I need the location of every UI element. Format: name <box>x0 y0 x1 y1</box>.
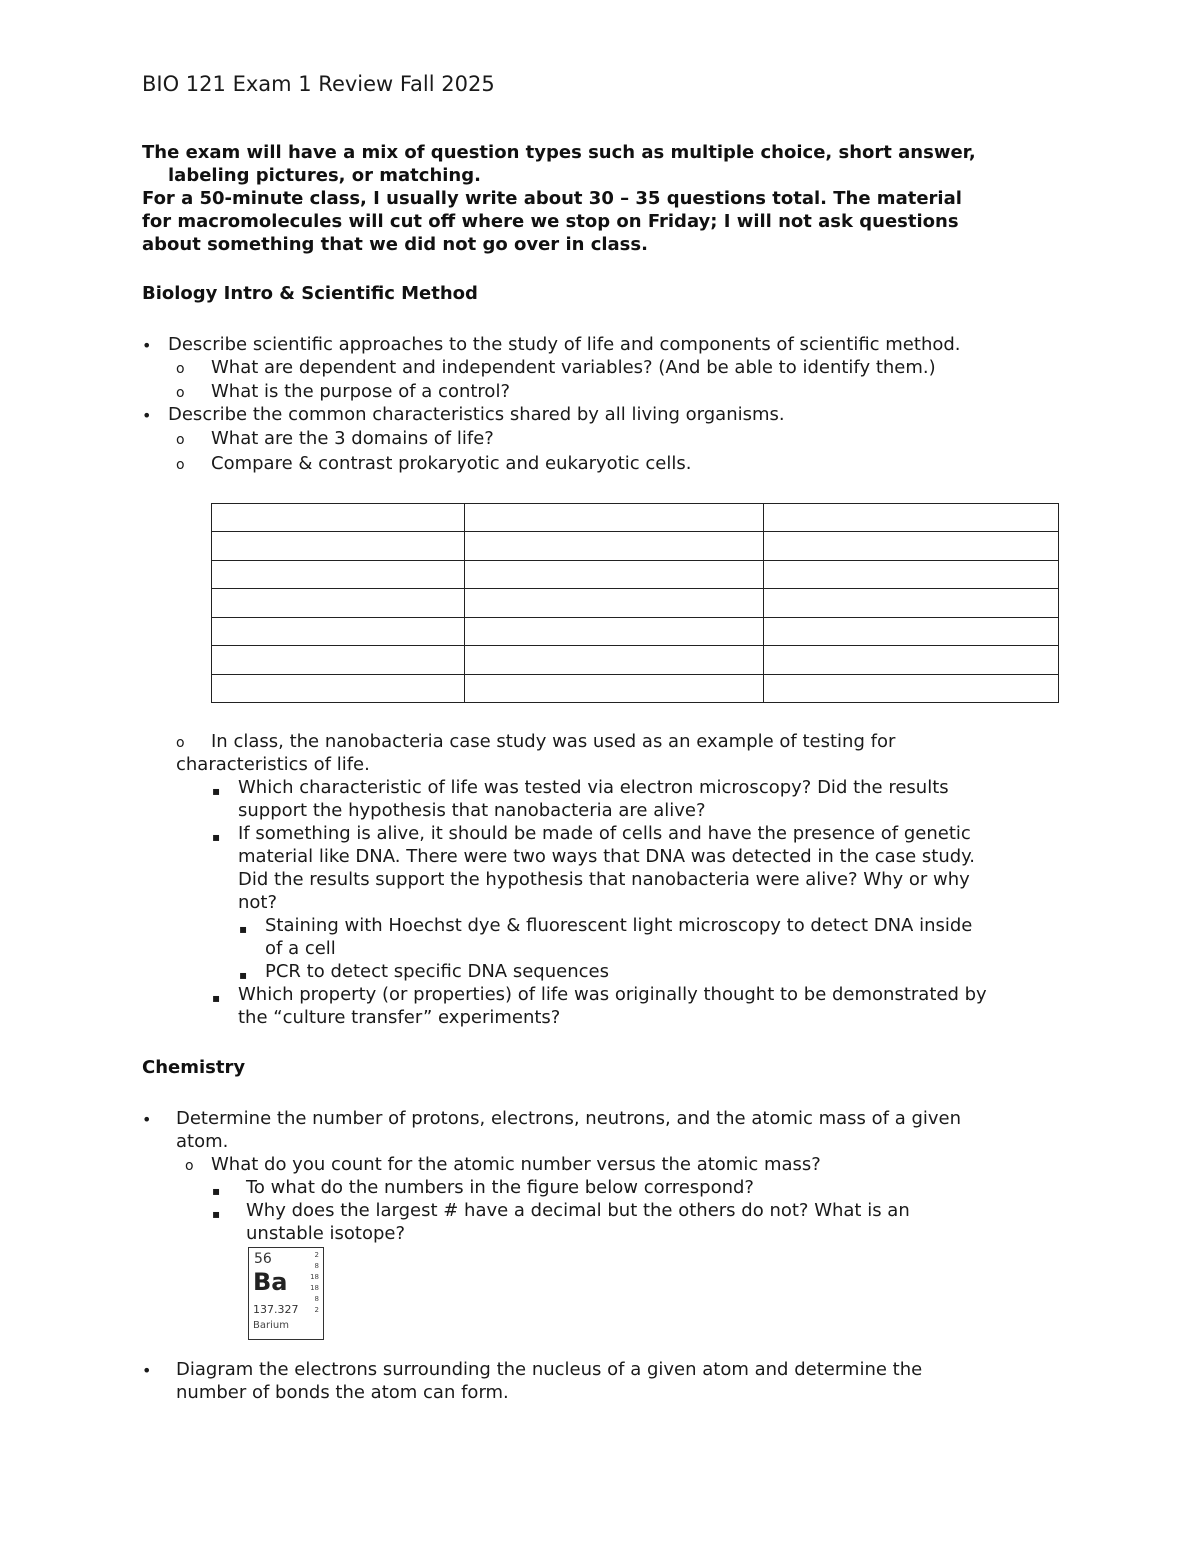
table-row <box>212 646 1059 674</box>
intro-line-5: about something that we did not go over in class. <box>142 234 648 255</box>
table-cell[interactable] <box>465 617 764 645</box>
table-cell[interactable] <box>212 617 465 645</box>
list-item: Which property (or properties) of life was originally thought to be demonstrated by <box>238 984 987 1005</box>
table-cell[interactable] <box>764 674 1059 702</box>
table-cell[interactable] <box>764 589 1059 617</box>
square-bullet-icon: ▪ <box>239 922 248 936</box>
list-item: To what do the numbers in the figure below correspond? <box>246 1177 754 1198</box>
table-row <box>212 674 1059 702</box>
list-item: If something is alive, it should be made of cells and have the presence of genetic <box>238 823 971 844</box>
table-row <box>212 589 1059 617</box>
table-cell[interactable] <box>465 646 764 674</box>
list-item-cont: Did the results support the hypothesis that nanobacteria were alive? Why or why <box>238 869 970 890</box>
compare-table <box>211 503 1059 703</box>
table-cell[interactable] <box>212 560 465 588</box>
square-bullet-icon: ▪ <box>212 784 221 798</box>
table-cell[interactable] <box>465 532 764 560</box>
barium-element-figure <box>248 1247 324 1340</box>
table-cell[interactable] <box>212 646 465 674</box>
square-bullet-icon: ▪ <box>212 1207 221 1221</box>
section-heading-chemistry: Chemistry <box>142 1057 246 1078</box>
bullet-icon: • <box>142 1110 152 1129</box>
table-cell[interactable] <box>465 560 764 588</box>
list-item: Determine the number of protons, electrons, neutrons, and the atomic mass of a given <box>176 1108 962 1129</box>
circle-bullet-icon: o <box>176 432 185 448</box>
table-row <box>212 617 1059 645</box>
list-item: Describe the common characteristics shared by all living organisms. <box>168 404 785 425</box>
list-item: What do you count for the atomic number versus the atomic mass? <box>211 1154 821 1175</box>
shell-count: 8 <box>314 1262 319 1270</box>
intro-line-4: for macromolecules will cut off where we stop on Friday; I will not ask questions <box>142 211 959 232</box>
table-row <box>212 560 1059 588</box>
shell-count: 2 <box>314 1306 319 1314</box>
table-cell[interactable] <box>465 504 764 532</box>
atomic-number: 56 <box>254 1251 272 1267</box>
table-cell[interactable] <box>764 504 1059 532</box>
electron-shells <box>310 1250 319 1316</box>
circle-bullet-icon: o <box>176 735 185 751</box>
element-name: Barium <box>253 1320 289 1331</box>
list-item-cont: atom. <box>176 1131 229 1152</box>
list-item: What are the 3 domains of life? <box>211 428 494 449</box>
square-bullet-icon: ▪ <box>212 1184 221 1198</box>
bullet-icon: • <box>142 1361 152 1380</box>
table-cell[interactable] <box>465 674 764 702</box>
shell-count: 18 <box>310 1273 319 1281</box>
list-item: Why does the largest # have a decimal but the others do not? What is an <box>246 1200 910 1221</box>
table-row <box>212 504 1059 532</box>
list-item-cont: unstable isotope? <box>246 1223 406 1244</box>
table-cell[interactable] <box>212 674 465 702</box>
document-title: BIO 121 Exam 1 Review Fall 2025 <box>142 72 495 96</box>
list-item: Describe scientific approaches to the study of life and components of scientific method. <box>168 334 961 355</box>
square-bullet-icon: ▪ <box>212 991 221 1005</box>
list-item: Staining with Hoechst dye & fluorescent light microscopy to detect DNA inside <box>265 915 973 936</box>
table-cell[interactable] <box>764 560 1059 588</box>
shell-count: 8 <box>314 1295 319 1303</box>
square-bullet-icon: ▪ <box>212 830 221 844</box>
table-cell[interactable] <box>764 532 1059 560</box>
list-item-cont: support the hypothesis that nanobacteria are alive? <box>238 800 706 821</box>
element-symbol: Ba <box>253 1268 288 1296</box>
list-item: What is the purpose of a control? <box>211 381 510 402</box>
circle-bullet-icon: o <box>176 385 185 401</box>
bullet-icon: • <box>142 336 152 355</box>
list-item-cont: the “culture transfer” experiments? <box>238 1007 561 1028</box>
list-item-cont: of a cell <box>265 938 336 959</box>
list-item-cont: characteristics of life. <box>176 754 370 775</box>
list-item-cont: material like DNA. There were two ways that DNA was detected in the case study. <box>238 846 975 867</box>
atomic-mass: 137.327 <box>253 1303 299 1316</box>
table-cell[interactable] <box>212 532 465 560</box>
intro-line-2: labeling pictures, or matching. <box>168 165 481 186</box>
shell-count: 2 <box>314 1251 319 1259</box>
bullet-icon: • <box>142 406 152 425</box>
list-item: Compare & contrast prokaryotic and eukaryotic cells. <box>211 453 692 474</box>
table-cell[interactable] <box>212 504 465 532</box>
shell-count: 18 <box>310 1284 319 1292</box>
table-cell[interactable] <box>465 589 764 617</box>
table-cell[interactable] <box>764 617 1059 645</box>
circle-bullet-icon: o <box>176 457 185 473</box>
list-item: What are dependent and independent variables? (And be able to identify them.) <box>211 357 936 378</box>
circle-bullet-icon: o <box>185 1158 194 1174</box>
intro-line-3: For a 50-minute class, I usually write about 30 – 35 questions total. The material <box>142 188 962 209</box>
intro-line-1: The exam will have a mix of question types such as multiple choice, short answer, <box>142 142 976 163</box>
circle-bullet-icon: o <box>176 361 185 377</box>
list-item-cont: not? <box>238 892 278 913</box>
square-bullet-icon: ▪ <box>239 968 248 982</box>
list-item: Which characteristic of life was tested via electron microscopy? Did the results <box>238 777 949 798</box>
list-item-cont: number of bonds the atom can form. <box>176 1382 509 1403</box>
table-row <box>212 532 1059 560</box>
list-item: PCR to detect specific DNA sequences <box>265 961 609 982</box>
table-cell[interactable] <box>212 589 465 617</box>
section-heading-biology: Biology Intro & Scientific Method <box>142 283 478 304</box>
list-item: Diagram the electrons surrounding the nucleus of a given atom and determine the <box>176 1359 923 1380</box>
table-cell[interactable] <box>764 646 1059 674</box>
list-item: In class, the nanobacteria case study was used as an example of testing for <box>211 731 896 752</box>
